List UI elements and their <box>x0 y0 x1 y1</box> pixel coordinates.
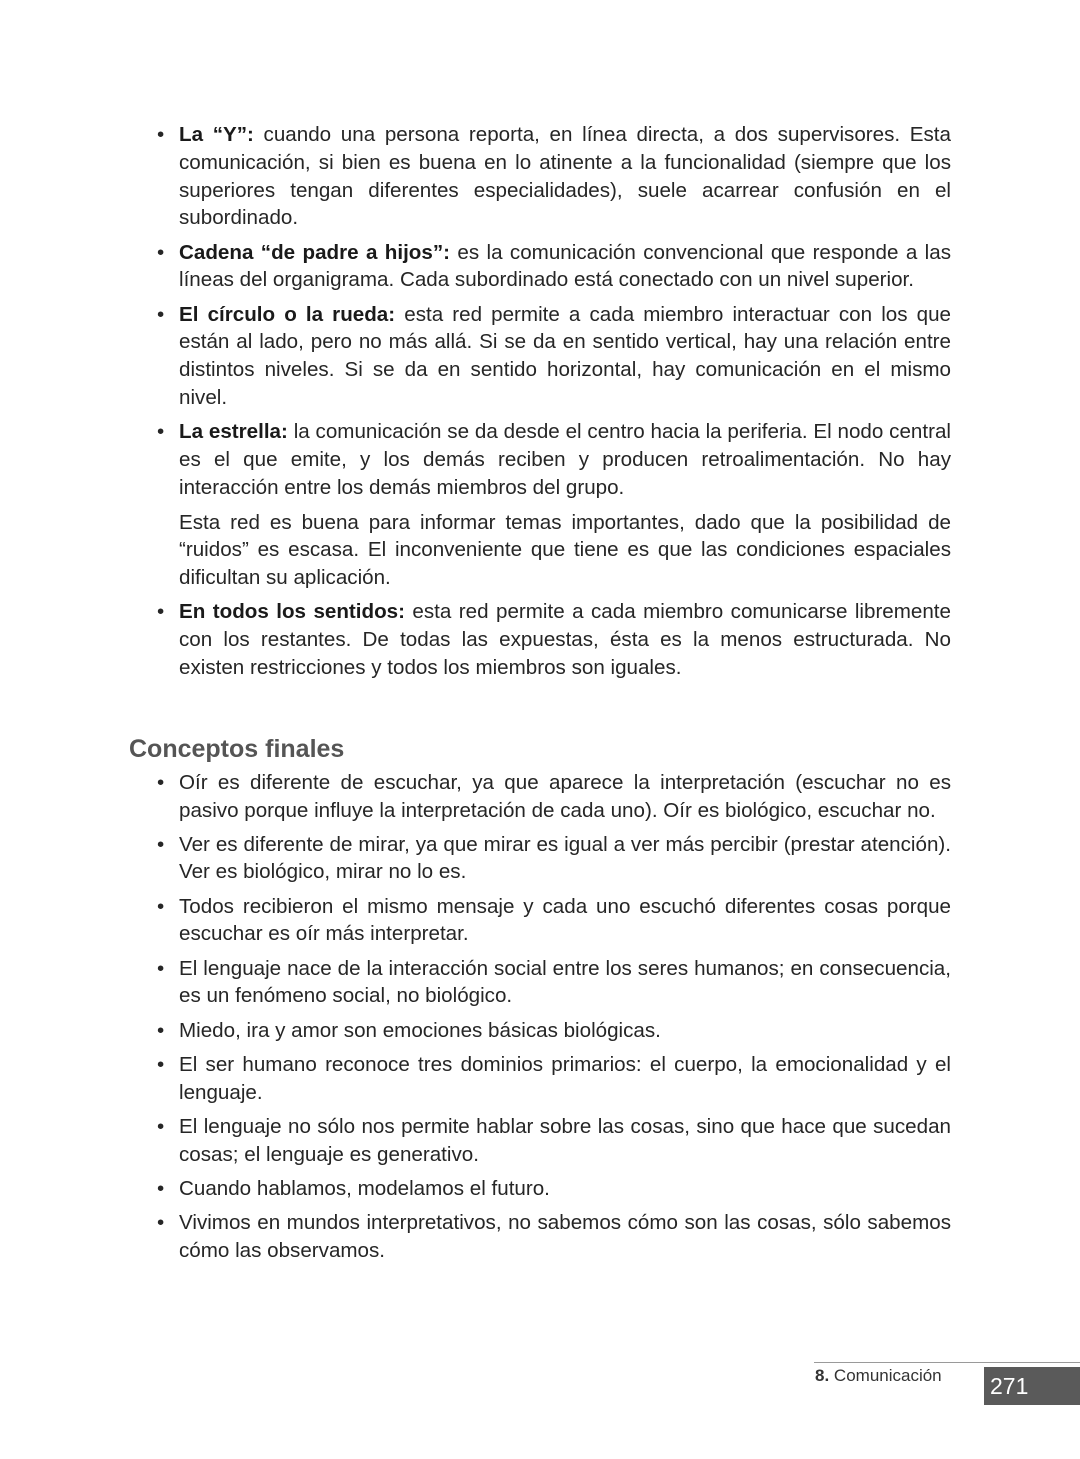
item-term: La “Y”: <box>179 123 254 146</box>
list-item: • Todos recibieron el mismo mensaje y cada uno escuchó diferentes cosas porque escuchar es oír más interpretar. <box>179 893 951 949</box>
page-content <box>0 121 1080 1271</box>
page-number: 271 <box>984 1367 1080 1405</box>
list-item: • El lenguaje nace de la interacción social entre los seres humanos; en consecuencia, es un fenómeno social, no biológico. <box>179 955 951 1011</box>
list-item-todos-sentidos <box>179 598 951 681</box>
item-term: En todos los sentidos: <box>179 600 405 624</box>
item-text: es la comunicación convencional que responde a las líneas del organigrama. Cada subordinado está conectado con un nivel superior. <box>179 240 951 292</box>
footer-chapter <box>815 1366 942 1386</box>
list-item-cadena <box>179 239 951 295</box>
list-item-la-y <box>179 121 951 232</box>
item-extra-paragraph: Esta red es buena para informar temas importantes, dado que la posibilidad de “ruidos” es escasa. El inconveniente que tiene es que las condiciones espaciales dificultan su aplicación. <box>179 510 951 590</box>
item-text: esta red permite a cada miembro comunicarse libremente con los restantes. De todas las expuestas, ésta es la menos estructurada. No existen restricciones y todos los miembros son iguales. <box>179 600 951 679</box>
list-item-circulo <box>179 301 951 412</box>
footer-divider <box>814 1362 1080 1363</box>
section-heading: Conceptos finales <box>129 734 345 763</box>
list-item: • Ver es diferente de mirar, ya que mirar es igual a ver más percibir (prestar atención). Ver es biológico, mirar no lo es. <box>179 831 951 887</box>
list-item: • Oír es diferente de escuchar, ya que aparece la interpretación (escuchar no es pasivo porque influye la interpretación de cada uno). Oír es biológico, escuchar no. <box>179 769 951 825</box>
chapter-title: Comunicación <box>833 1366 942 1385</box>
list-item: • El ser humano reconoce tres dominios primarios: el cuerpo, la emocionalidad y el lenguaje. <box>179 1051 951 1107</box>
network-types-list <box>0 121 1080 682</box>
item-term: La estrella: <box>179 420 288 444</box>
chapter-number: 8. <box>815 1366 830 1385</box>
list-item: • El lenguaje no sólo nos permite hablar sobre las cosas, sino que hace que sucedan cosas; el lenguaje es generativo. <box>179 1113 951 1169</box>
item-term: El círculo o la rueda: <box>179 302 396 326</box>
item-term: Cadena “de padre a hijos”: <box>179 240 450 264</box>
item-text: cuando una persona reporta, en línea directa, a dos supervisores. Esta comunicación, si bien es buena en lo atinente a la funcionalidad (siempre que los superiores tengan diferentes especialidades), suele acarrear confusión en el subordinado. <box>179 123 951 230</box>
list-item: • Cuando hablamos, modelamos el futuro. <box>179 1175 951 1203</box>
item-text: la comunicación se da desde el centro hacia la periferia. El nodo central es el que emite, y los demás reciben y producen retroalimentación. No hay interacción entre los demás miembros del grupo. <box>179 420 951 499</box>
list-item-estrella <box>179 418 951 592</box>
list-item: • Vivimos en mundos interpretativos, no sabemos cómo son las cosas, sólo sabemos cómo las observamos. <box>179 1209 951 1265</box>
list-item: • Miedo, ira y amor son emociones básicas biológicas. <box>179 1017 951 1045</box>
item-text: esta red permite a cada miembro interactuar con los que están al lado, pero no más allá. Si se da en sentido vertical, hay una relación entre distintos niveles. Si se da en sentido horizontal, hay comunicación en el mismo nivel. <box>179 302 951 409</box>
final-concepts-list <box>0 769 1080 1265</box>
